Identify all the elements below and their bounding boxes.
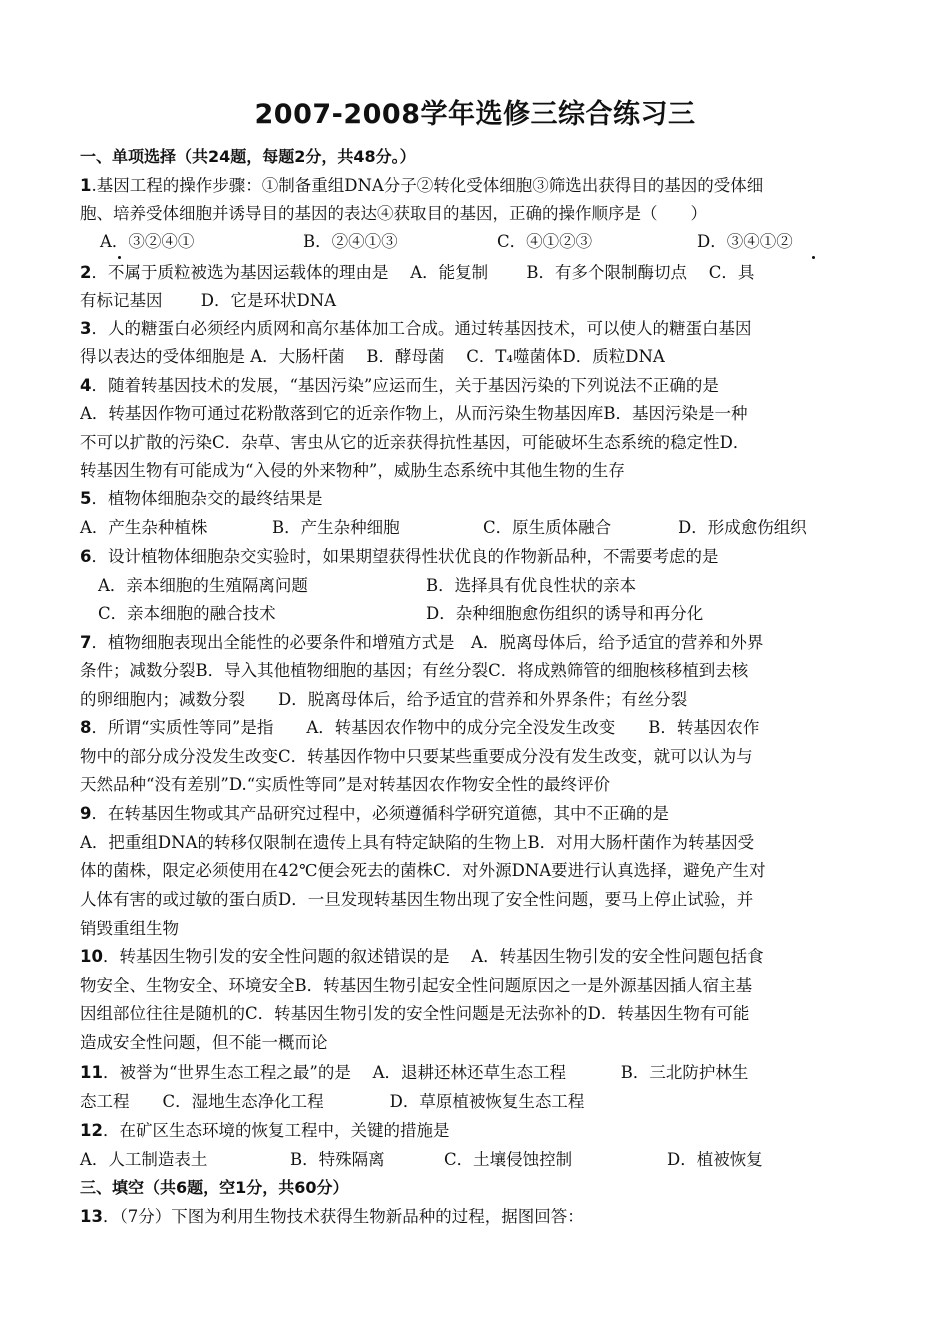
question-2-line-2: 有标记基因 D．它是环状DNA (80, 291, 337, 310)
question-number: 5 (80, 489, 92, 508)
question-7-line-2: 条件；减数分裂B．导入其他植物细胞的基因；有丝分裂C．将成熟筛管的细胞核移植到去核 (80, 661, 749, 680)
question-5-option-c: C．原生质体融合 (483, 518, 612, 537)
question-8-line-1 (80, 717, 880, 739)
question-12-option-c: C．土壤侵蚀控制 (444, 1150, 573, 1169)
question-1-option-c: C．④①②③ (497, 232, 593, 251)
question-8-line-2: 物中的部分成分没发生改变C．转基因作物中只要某些重要成分没有发生改变，就可以认为与 (80, 747, 753, 766)
question-11-line-1 (80, 1062, 880, 1084)
question-9-line-3: 体的菌株，限定必须使用在42℃便会死去的菌株C．对外源DNA要进行认真选择，避免产生对 (80, 861, 766, 880)
question-text: ．不属于质粒被选为基因运载体的理由是 A．能复制 B．有多个限制酶切点 C．具 (91, 263, 755, 282)
question-4-line-4: 转基因生物有可能成为“入侵的外来物种”，威胁生态系统中其他生物的生存 (80, 461, 625, 480)
question-text: ．植物体细胞杂交的最终结果是 (91, 489, 323, 508)
question-text: ．转基因生物引发的安全性问题的叙述错误的是 A．转基因生物引发的安全性问题包括食 (102, 947, 764, 966)
question-10-line-3: 因组部位往往是随机的C．转基因生物引发的安全性问题是无法弥补的D．转基因生物有可能 (80, 1004, 750, 1023)
question-12-option-b: B．特殊隔离 (290, 1150, 385, 1169)
question-number: 4 (80, 376, 92, 395)
question-5-line-1 (80, 488, 880, 510)
question-text: ．被誉为“世界生态工程之最”的是 A．退耕还林还草生态工程 B．三北防护林生 (102, 1063, 749, 1082)
question-9-line-5: 销毁重组生物 (80, 919, 179, 938)
question-1-line-1 (80, 175, 880, 197)
question-text: ．在转基因生物或其产品研究过程中，必须遵循科学研究道德，其中不正确的是 (91, 804, 669, 823)
question-number: 9 (80, 804, 92, 823)
question-6-option-b: B．选择具有优良性状的亲本 (426, 576, 637, 595)
question-1-line-2: 胞、培养受体细胞并诱导目的基因的表达④获取目的基因，正确的操作顺序是（ ） (80, 204, 707, 223)
question-11-line-2: 态工程 C．湿地生态净化工程 D．草原植被恢复生态工程 (80, 1092, 585, 1111)
emphasis-dot-mark (812, 256, 815, 259)
question-text: .基因工程的操作步骤：①制备重组DNA分子②转化受体细胞③筛选出获得目的基因的受体细 (91, 176, 764, 195)
question-number: 1 (80, 176, 92, 195)
question-3-line-1 (80, 318, 880, 340)
question-number: 11 (80, 1063, 103, 1082)
question-1-option-b: B．②④①③ (303, 232, 398, 251)
question-12-line-1 (80, 1120, 880, 1142)
question-10-line-1 (80, 946, 880, 968)
question-12-option-d: D．植被恢复 (667, 1150, 763, 1169)
question-6-option-d: D．杂种细胞愈伤组织的诱导和再分化 (426, 604, 704, 623)
question-3-line-2: 得以表达的受体细胞是 A．大肠杆菌 B．酵母菌 C．T₄噬菌体D．质粒DNA (80, 347, 665, 366)
question-13-line-1 (80, 1206, 880, 1228)
emphasis-dot-mark (118, 256, 121, 259)
question-4-line-3: 不可以扩散的污染C．杂草、害虫从它的近亲获得抗性基因，可能破坏生态系统的稳定性D． (80, 433, 750, 452)
question-10-line-2: 物安全、生物安全、环境安全B．转基因生物引起安全性问题原因之一是外源基因插人宿主基 (80, 976, 753, 995)
question-text: ．人的糖蛋白必须经内质网和高尔基体加工合成。通过转基因技术，可以使人的糖蛋白基因 (91, 319, 752, 338)
question-number: 10 (80, 947, 103, 966)
question-number: 12 (80, 1121, 103, 1140)
question-number: 2 (80, 263, 92, 282)
question-number: 8 (80, 718, 92, 737)
question-9-line-2: A．把重组DNA的转移仅限制在遗传上具有特定缺陷的生物上B．对用大肠杆菌作为转基因受 (80, 833, 755, 852)
question-number: 13 (80, 1207, 103, 1226)
question-text: ．设计植物体细胞杂交实验时，如果期望获得性状优良的作物新品种，不需要考虑的是 (91, 547, 719, 566)
question-text: ．随着转基因技术的发展，“基因污染”应运而生，关于基因污染的下列说法不正确的是 (91, 376, 719, 395)
question-6-option-a: A．亲本细胞的生殖隔离问题 (98, 576, 308, 595)
section-heading-fill-in: 三、填空（共6题，空1分，共60分） (80, 1178, 349, 1197)
question-text: ．植物细胞表现出全能性的必要条件和增殖方式是 A．脱离母体后，给予适宜的营养和外界 (91, 633, 764, 652)
page-title: 2007-2008学年选修三综合练习三 (254, 99, 696, 130)
question-number: 3 (80, 319, 92, 338)
question-5-option-d: D．形成愈伤组织 (678, 518, 807, 537)
question-8-line-3: 天然品种“没有差别”D.“实质性等同”是对转基因农作物安全性的最终评价 (80, 775, 611, 794)
question-text: ．在矿区生态环境的恢复工程中，关键的措施是 (102, 1121, 450, 1140)
question-5-option-a: A．产生杂种植株 (80, 518, 208, 537)
section-heading-single-choice: 一、单项选择（共24题，每题2分，共48分。） (80, 147, 416, 166)
question-2-line-1 (80, 262, 880, 284)
question-9-line-1 (80, 803, 880, 825)
question-9-line-4: 人体有害的或过敏的蛋白质D．一旦发现转基因生物出现了安全性问题，要马上停止试验，并 (80, 890, 754, 909)
question-1-option-d: D．③④①② (697, 232, 793, 251)
question-4-line-2: A．转基因作物可通过花粉散落到它的近亲作物上，从而污染生物基因库B．基因污染是一种 (80, 404, 748, 423)
question-text: ．所谓“实质性等同”是指 A．转基因农作物中的成分完全没发生改变 B．转基因农作 (91, 718, 760, 737)
question-6-line-1 (80, 546, 880, 568)
question-6-option-c: C．亲本细胞的融合技术 (98, 604, 276, 623)
question-4-line-1 (80, 375, 880, 397)
question-number: 7 (80, 633, 92, 652)
question-1-option-a: A．③②④① (100, 232, 195, 251)
question-7-line-3: 的卵细胞内；减数分裂 D．脱离母体后，给予适宜的营养和外界条件；有丝分裂 (80, 690, 688, 709)
question-number: 6 (80, 547, 92, 566)
question-12-option-a: A．人工制造表土 (80, 1150, 208, 1169)
question-5-option-b: B．产生杂种细胞 (272, 518, 400, 537)
question-text: ．（7分）下图为利用生物技术获得生物新品种的过程，据图回答： (102, 1207, 584, 1226)
question-10-line-4: 造成安全性问题，但不能一概而论 (80, 1033, 328, 1052)
question-7-line-1 (80, 632, 880, 654)
